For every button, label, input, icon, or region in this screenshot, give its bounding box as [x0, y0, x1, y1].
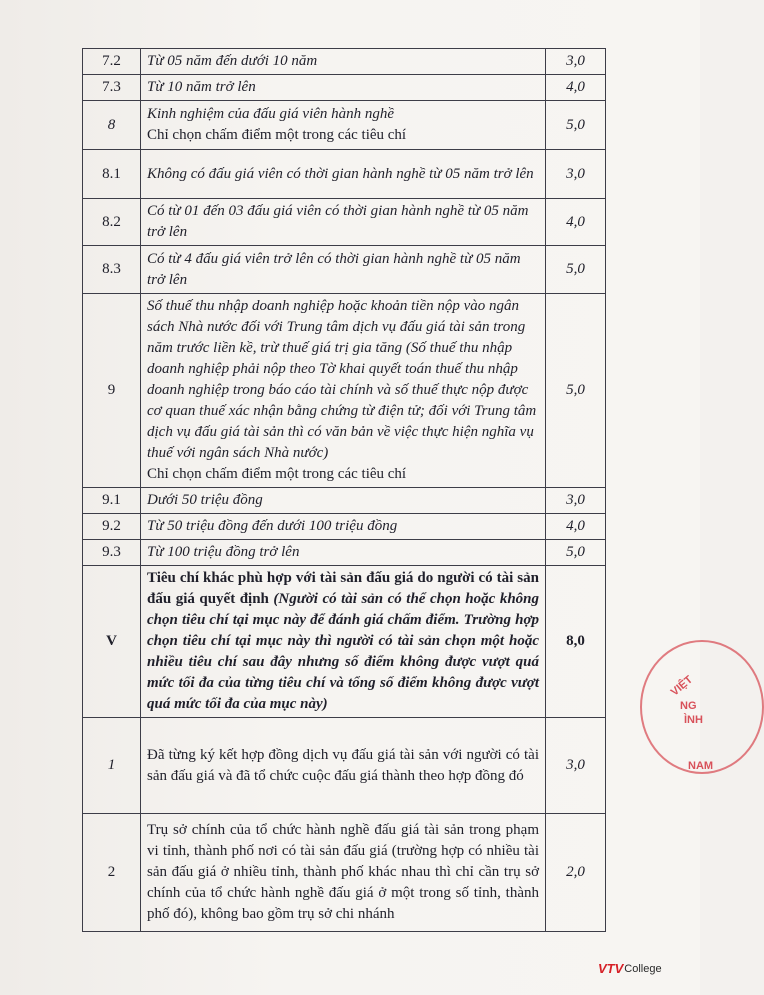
score-cell: 3,0: [546, 488, 606, 514]
score-cell: 4,0: [546, 75, 606, 101]
row-number: 9.3: [83, 540, 141, 566]
criterion-text: Từ 05 năm đến dưới 10 năm: [141, 49, 546, 75]
row-number: 7.2: [83, 49, 141, 75]
score-cell: 2,0: [546, 814, 606, 932]
score-cell: 8,0: [546, 566, 606, 718]
criterion-text: Có từ 4 đấu giá viên trở lên có thời gian hành nghề từ 05 năm trở lên: [141, 246, 546, 294]
table-row: [83, 540, 606, 566]
table-row: [83, 814, 606, 932]
score-cell: 5,0: [546, 540, 606, 566]
score-cell: 4,0: [546, 199, 606, 246]
table-row: [83, 199, 606, 246]
seal-text: NG: [680, 700, 697, 712]
table-row: [83, 150, 606, 199]
row-number: 9: [83, 294, 141, 488]
score-cell: 5,0: [546, 101, 606, 150]
criterion-text: Kinh nghiệm của đấu giá viên hành nghề Chỉ chọn chấm điểm một trong các tiêu chí: [141, 101, 546, 150]
score-cell: 3,0: [546, 718, 606, 814]
seal-text: ÌNH: [684, 714, 703, 726]
watermark-brand: VTV: [598, 961, 624, 976]
watermark-logo: [598, 961, 662, 976]
criterion-text: Dưới 50 triệu đồng: [141, 488, 546, 514]
criterion-text: Có từ 01 đến 03 đấu giá viên có thời gian hành nghề từ 05 năm trở lên: [141, 199, 546, 246]
row-number: 8.1: [83, 150, 141, 199]
score-cell: 3,0: [546, 150, 606, 199]
red-seal-stamp: [640, 640, 764, 774]
criteria-table: [82, 48, 606, 932]
criterion-text: Đã từng ký kết hợp đồng dịch vụ đấu giá tài sản với người có tài sản đấu giá và đã tổ chức cuộc đấu giá thành theo hợp đồng đó: [141, 718, 546, 814]
row-number: 1: [83, 718, 141, 814]
row-number: 9.2: [83, 514, 141, 540]
table-row: [83, 488, 606, 514]
row-number: 7.3: [83, 75, 141, 101]
row-number: V: [83, 566, 141, 718]
row-number: 8.3: [83, 246, 141, 294]
table-row: [83, 718, 606, 814]
criterion-text: Số thuế thu nhập doanh nghiệp hoặc khoản tiền nộp vào ngân sách Nhà nước đối với Trung tâm dịch vụ đấu giá tài sản trong năm trước liền kề, trừ thuế giá trị gia tăng (Số thuế thu nhập doanh nghiệp phải nộp theo Tờ khai quyết toán thuế thu nhập doanh nghiệp trong báo cáo tài chính và số thuế thực nộp được cơ quan thuế xác nhận bằng chứng từ điện tử; đối với Trung tâm dịch vụ đấu giá tài sản thì có văn bản về việc thực hiện nghĩa vụ thuế với ngân sách Nhà nước) Chỉ chọn chấm điểm một trong các tiêu chí: [141, 294, 546, 488]
score-cell: 4,0: [546, 514, 606, 540]
criterion-text: Từ 50 triệu đồng đến dưới 100 triệu đồng: [141, 514, 546, 540]
criterion-text: Trụ sở chính của tổ chức hành nghề đấu giá tài sản trong phạm vi tỉnh, thành phố nơi có tài sản đấu giá (trường hợp có nhiều tài sản đấu giá ở nhiều tỉnh, thành phố khác nhau thì chỉ cần trụ sở chính của tổ chức hành nghề đấu giá ở một trong số tỉnh, thành phố đó), không bao gồm trụ sở chi nhánh: [141, 814, 546, 932]
row-number: 9.1: [83, 488, 141, 514]
table-row: [83, 101, 606, 150]
table-row: [83, 75, 606, 101]
score-cell: 5,0: [546, 294, 606, 488]
criterion-text: Từ 10 năm trở lên: [141, 75, 546, 101]
score-cell: 5,0: [546, 246, 606, 294]
criterion-text: Tiêu chí khác phù hợp với tài sản đấu giá do người có tài sản đấu giá quyết định (Người có tài sản có thể chọn hoặc không chọn tiêu chí tại mục này để đánh giá chấm điểm. Trường hợp chọn tiêu chí tại mục này thì người có tài sản chọn một hoặc nhiều tiêu chí sau đây nhưng số điểm không được vượt quá mức tối đa của từng tiêu chí và tổng số điểm không được vượt quá mức tối đa của mục này): [141, 566, 546, 718]
table-row: [83, 566, 606, 718]
criterion-text: Không có đấu giá viên có thời gian hành nghề từ 05 năm trở lên: [141, 150, 546, 199]
table-row: [83, 49, 606, 75]
seal-text: NAM: [688, 760, 714, 772]
score-cell: 3,0: [546, 49, 606, 75]
criterion-text: Từ 100 triệu đồng trở lên: [141, 540, 546, 566]
table-row: [83, 246, 606, 294]
row-number: 2: [83, 814, 141, 932]
table-row: [83, 514, 606, 540]
watermark-college: College: [624, 962, 662, 975]
seal-text: VIỆT: [668, 673, 696, 699]
row-number: 8.2: [83, 199, 141, 246]
table-row: [83, 294, 606, 488]
row-number: 8: [83, 101, 141, 150]
